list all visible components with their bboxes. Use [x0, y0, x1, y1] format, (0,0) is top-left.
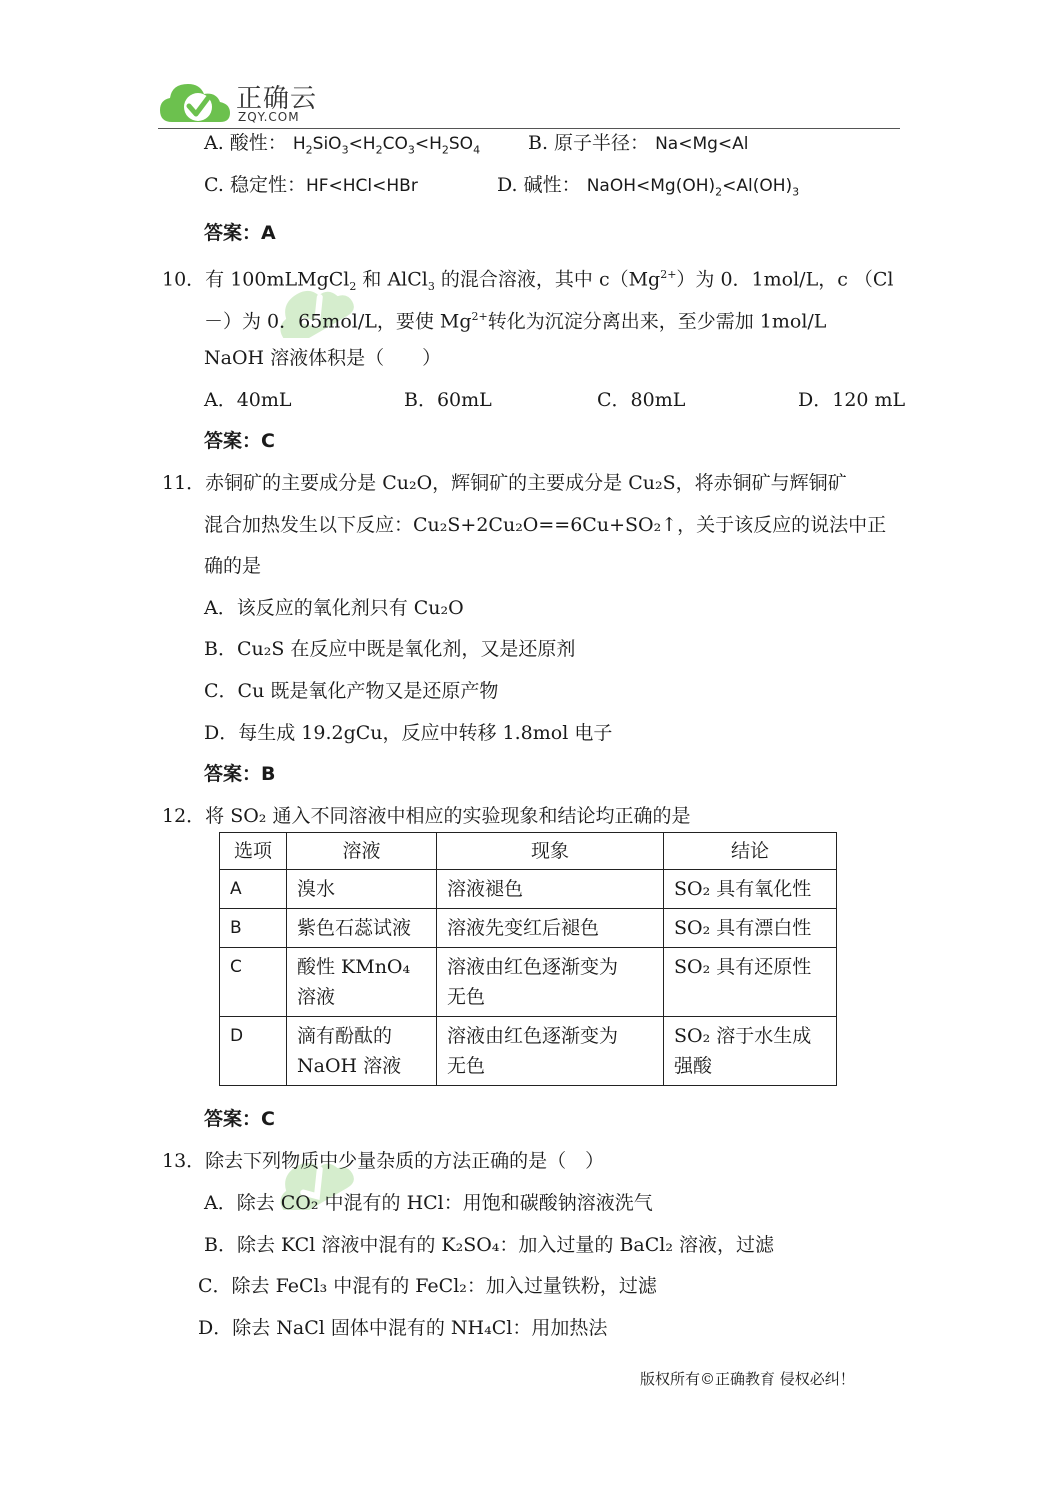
q9-option-a: A. 酸性： $H_2SiO_3<H_2CO_3<H_2SO_4$ — [204, 132, 481, 157]
table-row — [220, 948, 837, 1017]
table-header-cell: 选项 — [220, 833, 287, 870]
experiment-table — [219, 832, 837, 1086]
q9-option-d: D. 碱性： $NaOH<Mg(OH)_2<Al(OH)_3$ — [497, 174, 800, 199]
q11-option-b: B．Cu₂S 在反应中既是氧化剂，又是还原剂 — [204, 638, 576, 660]
q11-option-d: D．每生成 19.2gCu，反应中转移 1.8mol 电子 — [204, 722, 613, 744]
table-cell: 溴水 — [287, 870, 437, 909]
q11-option-a: A．该反应的氧化剂只有 Cu₂O — [204, 597, 464, 619]
q11-stem-line1: 11．赤铜矿的主要成分是 Cu₂O，辉铜矿的主要成分是 Cu₂S，将赤铜矿与辉铜矿 — [162, 472, 847, 494]
table-cell: 溶液先变红后褪色 — [437, 909, 664, 948]
q12-stem: 12．将 SO₂ 通入不同溶液中相应的实验现象和结论均正确的是 — [162, 805, 691, 827]
q10-answer: 答案：C — [204, 430, 275, 452]
table-cell: 紫色石蕊试液 — [287, 909, 437, 948]
table-row — [220, 1017, 837, 1086]
table-cell: SO₂ 具有还原性 — [664, 948, 837, 1017]
table-header-cell: 结论 — [664, 833, 837, 870]
brand-name: 正确云 — [236, 84, 318, 114]
table-cell: B — [220, 909, 287, 948]
q10-option-c: C．80mL — [597, 389, 686, 411]
table-header-cell: 溶液 — [287, 833, 437, 870]
brand-domain: ZQY.COM — [238, 110, 300, 124]
q10-option-a: A．40mL — [204, 389, 292, 411]
table-row — [220, 909, 837, 948]
q9-option-b: B. 原子半径： Na<Mg<Al — [528, 132, 749, 154]
q12-answer: 答案：C — [204, 1108, 275, 1130]
table-cell: 溶液由红色逐渐变为 无色 — [437, 948, 664, 1017]
q10-stem-line1: 10．有 100mLMgCl$_2$ 和 AlCl$_3$ 的混合溶液，其中 $c(Mg^{2+})$为 0．1mol/L，c （Cl — [162, 268, 894, 294]
table-row — [220, 870, 837, 909]
q10-stem-line3: NaOH 溶液体积是（ ） — [204, 347, 442, 369]
page-header — [158, 72, 900, 129]
q11-option-c: C．Cu 既是氧化产物又是还原产物 — [204, 680, 499, 702]
q13-option-c: C．除去 FeCl₃ 中混有的 FeCl₂：加入过量铁粉，过滤 — [198, 1275, 657, 1297]
q11-stem-line3: 确的是 — [204, 555, 262, 577]
q13-option-b: B．除去 KCl 溶液中混有的 K₂SO₄：加入过量的 BaCl₂ 溶液，过滤 — [204, 1234, 775, 1256]
q13-option-a: A．除去 CO₂ 中混有的 HCl：用饱和碳酸钠溶液洗气 — [204, 1192, 653, 1214]
table-cell: D — [220, 1017, 287, 1086]
table-cell: C — [220, 948, 287, 1017]
table-cell: A — [220, 870, 287, 909]
copyright-footer: 版权所有©正确教育 侵权必纠！ — [640, 1370, 855, 1388]
q10-option-d: D．120 mL — [798, 389, 906, 411]
table-cell: SO₂ 具有氧化性 — [664, 870, 837, 909]
q13-option-d: D．除去 NaCl 固体中混有的 NH₄Cl：用加热法 — [198, 1317, 608, 1339]
table-cell: SO₂ 溶于水生成 强酸 — [664, 1017, 837, 1086]
q13-stem: 13．除去下列物质中少量杂质的方法正确的是（ ） — [162, 1150, 605, 1172]
table-header-cell: 现象 — [437, 833, 664, 870]
table-cell: 滴有酚酞的 NaOH 溶液 — [287, 1017, 437, 1086]
q10-option-b: B．60mL — [404, 389, 492, 411]
zqy-logo-icon — [158, 76, 238, 126]
q11-stem-line2: 混合加热发生以下反应：Cu₂S+2Cu₂O==6Cu+SO₂↑，关于该反应的说法中正 — [204, 514, 887, 536]
q11-answer: 答案：B — [204, 763, 276, 785]
table-cell: 溶液由红色逐渐变为 无色 — [437, 1017, 664, 1086]
table-header-row — [220, 833, 837, 870]
q10-stem-line2: －）为 0．65mol/L，要使 $Mg^{2+}$转化为沉淀分离出来，至少需加 1mol/L — [204, 310, 827, 333]
q9-option-c: C. 稳定性：HF<HCl<HBr — [204, 174, 418, 196]
q9-answer: 答案：A — [204, 222, 276, 244]
table-cell: 酸性 KMnO₄ 溶液 — [287, 948, 437, 1017]
table-cell: SO₂ 具有漂白性 — [664, 909, 837, 948]
table-cell: 溶液褪色 — [437, 870, 664, 909]
